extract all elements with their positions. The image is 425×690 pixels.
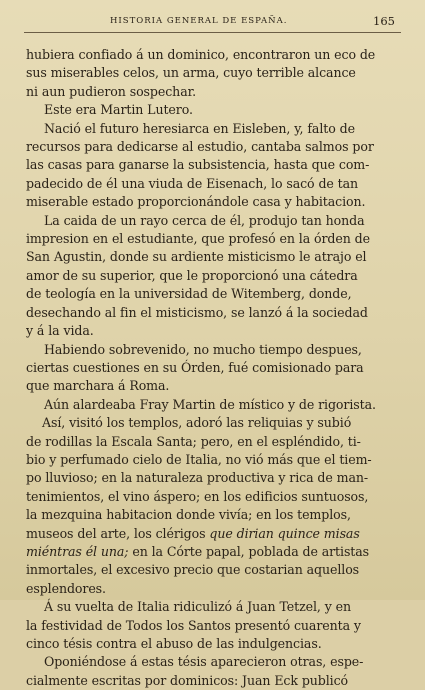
text-line: tenimientos, el vino áspero; en los edificios suntuosos, — [26, 488, 369, 504]
italic-quote: que dirian quince misas — [209, 525, 360, 541]
text-line: ni aun pudieron sospechar. — [26, 83, 197, 99]
text-line: amor de su superior, que le proporcionó una cátedra — [26, 267, 358, 283]
text-line: Así, visitó los templos, adoró las reliquias y subió — [42, 415, 352, 431]
text-line: esplendores. — [26, 580, 106, 596]
text-line: la festividad de Todos los Santos presentó cuarenta y — [26, 617, 361, 633]
text-line: Á su vuelta de Italia ridiculizó á Juan Tetzel, y en — [44, 599, 351, 615]
text-line: Aún alardeaba Fray Martin de místico y de rigorista. — [44, 396, 376, 412]
text-line: inmortales, el excesivo precio que costarian aquellos — [26, 562, 360, 578]
running-head: HISTORIA GENERAL DE ESPAÑA. — [110, 16, 288, 26]
text-line-mixed — [26, 543, 403, 561]
text-line: San Agustin, donde su ardiente misticismo le atrajo el — [26, 249, 367, 265]
text-line: impresion en el estudiante, que profesó en la órden de — [26, 231, 370, 247]
text-line: cinco tésis contra el abuso de las indulgencias. — [26, 636, 322, 651]
text-line: de rodillas la Escala Santa; pero, en el espléndido, ti- — [26, 433, 361, 449]
text-line: sus miserables celos, un arma, cuyo terrible alcance — [26, 65, 356, 81]
text-line: padecido de él una viuda de Eisenach, lo sacó de tan — [26, 175, 359, 191]
text-segment: museos del arte, los clérigos — [26, 525, 210, 541]
text-line: po lluvioso; en la naturaleza productiva y rica de man- — [26, 470, 369, 486]
text-line: la mezquina habitacion donde vivía; en los templos, — [26, 507, 351, 523]
text-line: Habiendo sobrevenido, no mucho tiempo despues, — [44, 341, 362, 357]
text-line: hubiera confiado á un dominico, encontraron un eco de — [26, 47, 376, 62]
text-line: miserable estado proporcionándole casa y habitacion. — [26, 194, 366, 210]
text-line: recursos para dedicarse al estudio, cantaba salmos por — [26, 139, 374, 155]
body-text — [26, 46, 403, 690]
text-line: que marchara á Roma. — [26, 378, 170, 394]
page-header — [24, 14, 401, 33]
text-line: las casas para ganarse la subsistencia, hasta que com- — [26, 157, 370, 173]
italic-quote: miéntras él una; — [26, 543, 129, 559]
text-line: desechando al fin el misticismo, se lanzó á la sociedad — [26, 304, 368, 320]
text-line: Este era Martin Lutero. — [44, 102, 193, 118]
text-line: cialmente escritas por dominicos: Juan Eck publicó — [26, 672, 349, 688]
text-line-mixed — [26, 525, 403, 543]
text-segment: en la Córte papal, poblada de artistas — [128, 543, 370, 559]
text-line: Nació el futuro heresiarca en Eisleben, y, falto de — [44, 120, 355, 136]
text-line: bio y perfumado cielo de Italia, no vió más que el tiem- — [26, 451, 372, 467]
text-line: ciertas cuestiones en su Órden, fué comisionado para — [26, 359, 364, 375]
text-line: La caida de un rayo cerca de él, produjo tan honda — [44, 212, 365, 228]
text-line: Oponiéndose á estas tésis aparecieron otras, espe- — [44, 654, 364, 670]
page-number: 165 — [373, 14, 395, 28]
text-line: de teología en la universidad de Witemberg, donde, — [26, 286, 352, 302]
text-line: y á la vida. — [26, 323, 94, 339]
